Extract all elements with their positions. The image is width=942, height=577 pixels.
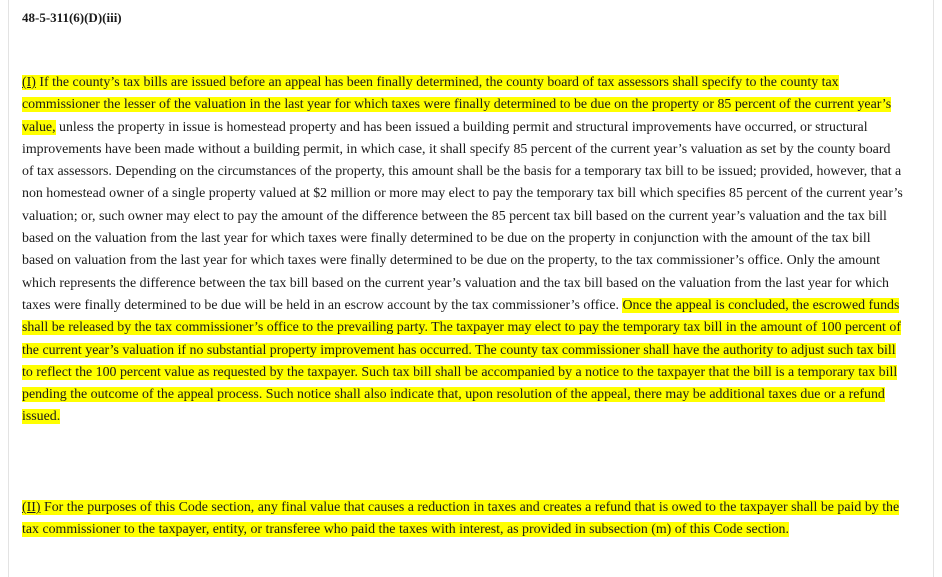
paragraph-i-segment-2: unless the property in issue is homestead property and has been issued a building permit and structural improvements have occurred, or structural improvements have been made without a building permit, in which case, it shall specify 85 percent of the current year’s valuation as set by the county board of tax assessors. Depending on the circumstances of the property, this amount shall be the basis for a temporary tax bill to be issued; provided, however, that a non homestead owner of a single property valued at $2 million or more may elect to pay the temporary tax bill which specifies 85 percent of the current year’s valuation; or, such owner may elect to pay the amount of the difference between the 85 percent tax bill based on the current year’s valuation and the tax bill based on the valuation from the last year for which taxes were finally determined to be due on the property in conjunction with the amount of the tax bill based on valuation from the last year for which taxes were finally determined to be due on the property, to the tax commissioner’s office. Only the amount which represents the difference between the tax bill based on the current year’s valuation and the tax bill based on the valuation from the last year for which taxes were finally determined to be due will be held in an escrow account by the tax commissioner’s office. [22,119,903,313]
paragraph-ii-segment-1: For the purposes of this Code section, any final value that causes a reduction in taxes and creates a refund that is owed to the taxpayer shall be paid by the tax commissioner to the taxpayer, entity, or transferee who paid the taxes with interest, as provided in subsection (m) of this Code section. [22,500,900,538]
paragraph-ii-highlight [22,500,899,537]
paragraph-i-segment-1: If the county’s tax bills are issued before an appeal has been finally determined, the county board of tax assessors shall specify to the county tax commissioner the lesser of the valuation in the last year for which taxes were finally determined to be due on the property or 85 percent of the current year’s value, [22,75,892,135]
paragraph-i-segment-3: Once the appeal is concluded, the escrowed funds shall be released by the tax commissioner’s office to the prevailing party. The taxpayer may elect to pay the temporary tax bill in the amount of 100 percent of the current year’s valuation if no substantial property improvement has occurred. The county tax commissioner shall have the authority to adjust such tax bill to reflect the 100 percent value as requested by the taxpayer. Such tax bill shall be accompanied by a notice to the taxpayer that the bill is a temporary tax bill pending the outcome of the appeal process. Such notice shall also indicate that, upon resolution of the appeal, there may be additional taxes due or a refund issued. [22,297,901,425]
paragraph-i [22,72,904,429]
paragraph-i-marker: (I) [22,75,36,90]
paragraph-ii-marker: (II) [22,500,41,515]
paragraph-ii [22,497,904,542]
section-heading: 48-5-311(6)(D)(iii) [22,10,122,25]
